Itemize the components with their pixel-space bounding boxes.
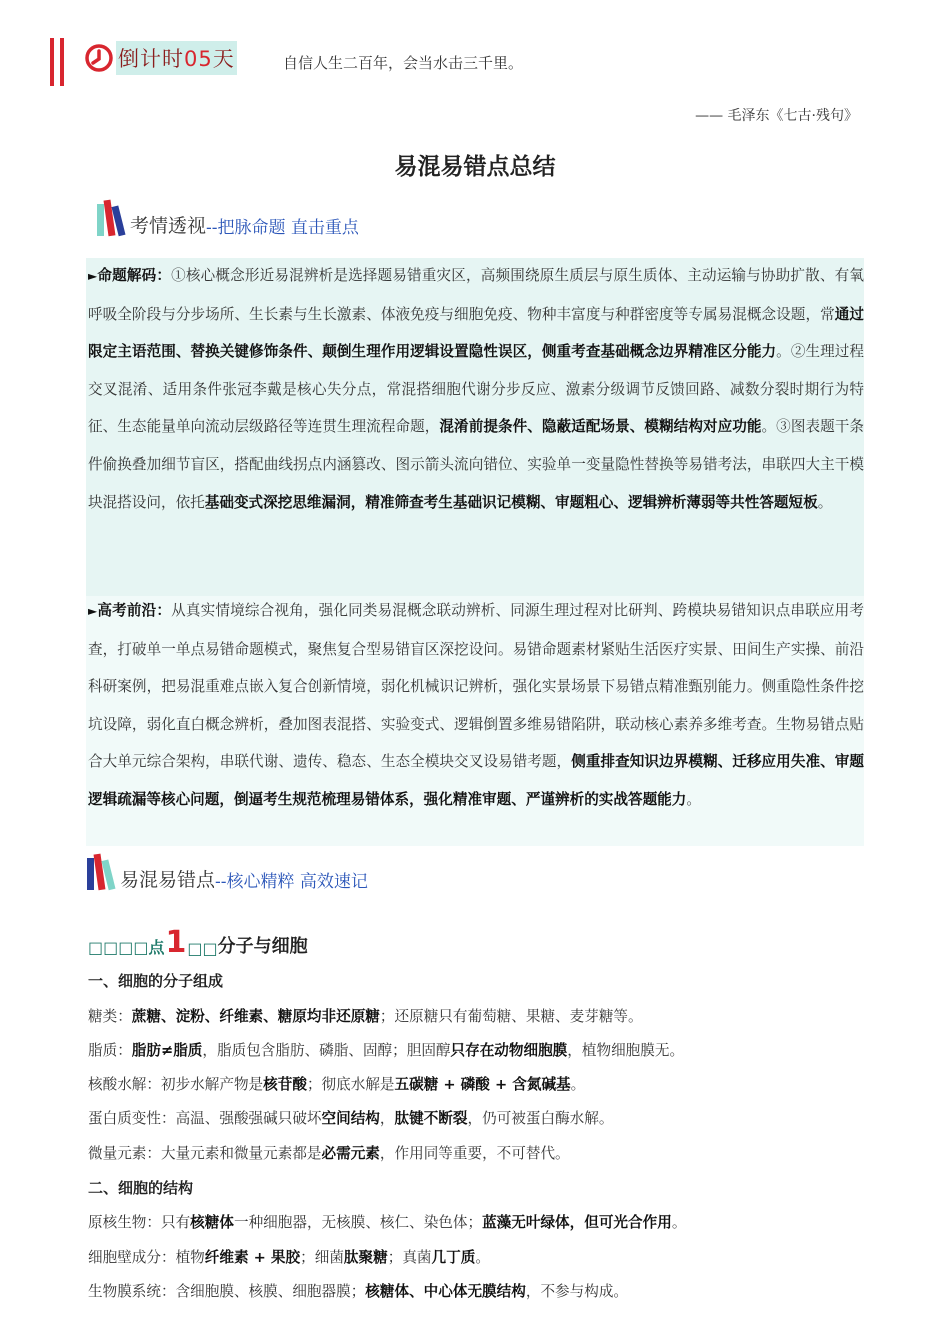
- list-item: 核酸水解：初步水解产物是核苷酸；彻底水解是五碳糖 + 磷酸 + 含氮碱基。: [88, 1076, 586, 1093]
- kp-prefix: □□□□点: [88, 938, 165, 957]
- section-title: 考情透视: [130, 215, 207, 237]
- countdown-badge: [84, 40, 237, 76]
- subheading-structure: 二、细胞的结构: [88, 1179, 194, 1197]
- books-icon: [94, 198, 130, 238]
- list-item: 微量元素：大量元素和微量元素都是必需元素，作用同等重要，不可替代。: [88, 1145, 570, 1162]
- triangle-icon: ►: [88, 269, 98, 283]
- paragraph-qianyan: ►高考前沿：从真实情境综合视角，强化同类易混概念联动辨析、同源生理过程对比研判、跨模块易错知识点串联应用考查，打破单一单点易错命题模式，聚焦复合型易错盲区深挖设问。易错命题素材紧贴生活医疗实景、田间生产实操、前沿科研案例，把易混重难点嵌入复合创新情境，弱化机械识记辨析，强化实景场景下易错点精准甄别能力。侧重隐性条件挖坑设障，弱化直白概念辨析，叠加图表混搭、实验变式、逻辑倒置多维易错陷阱，联动核心素养多维考查。生物易错点贴合大单元综合架构，串联代谢、遗传、稳态、生态全模块交叉设易错考题，侧重排查知识边界模糊、迁移应用失准、审题逻辑疏漏等核心问题，倒逼考生规范梳理易错体系，强化精准审题、严谨辨析的实战答题能力。: [88, 602, 864, 808]
- clock-icon: [84, 43, 114, 73]
- section-heading-kaoqing: [94, 198, 359, 238]
- section-subtitle: --核心精粹 高效速记: [215, 872, 368, 892]
- list-item: 脂质：脂肪≠脂质，脂质包含脂肪、磷脂、固醇；胆固醇只存在动物细胞膜，植物细胞膜无。: [88, 1042, 685, 1059]
- kp-number: 1: [165, 925, 187, 960]
- subheading-molecules: 一、细胞的分子组成: [88, 972, 224, 990]
- list-item: 生物膜系统：含细胞膜、核膜、细胞器膜；核糖体、中心体无膜结构，不参与构成。: [88, 1283, 629, 1300]
- triangle-icon: ►: [88, 604, 98, 618]
- list-item: 蛋白质变性：高温、强酸强碱只破坏空间结构，肽键不断裂，仍可被蛋白酶水解。: [88, 1110, 614, 1127]
- paragraph-label: 命题解码：: [97, 267, 172, 284]
- paragraph-mingti: ►命题解码：①核心概念形近易混辨析是选择题易错重灾区，高频围绕原生质层与原生质体、主动运输与协助扩散、有氧呼吸全阶段与分步场所、生长素与生长激素、体液免疫与细胞免疫、物种丰富度与种群密度等专属易混概念设题，常通过限定主语范围、替换关键修饰条件、颠倒生理作用逻辑设置隐性误区，侧重考查基础概念边界精准区分能力。②生理过程交叉混淆、适用条件张冠李戴是核心失分点，常混搭细胞代谢分步反应、激素分级调节反馈回路、减数分裂时期行为特征、生态能量单向流动层级路径等连贯生理流程命题，混淆前提条件、隐蔽适配场景、模糊结构对应功能。③图表题干条件偷换叠加细节盲区，搭配曲线拐点内涵篡改、图示箭头流向错位、实验单一变量隐性替换等易错考法，串联四大主干模块混搭设问，依托基础变式深挖思维漏洞，精准筛查考生基础识记模糊、审题粗心、逻辑辨析薄弱等共性答题短板。: [88, 267, 864, 511]
- section-title: 易混易错点: [120, 869, 216, 891]
- countdown-text: 倒计时05天: [116, 41, 237, 75]
- kp-title: 分子与细胞: [217, 936, 308, 957]
- kp-mid: □□: [187, 939, 218, 958]
- quote: 自信人生二百年，会当水击三千里。: [283, 54, 524, 72]
- quote-source: —— 毛泽东《七古·残句》: [695, 108, 858, 124]
- knowledge-point-heading: [88, 925, 308, 960]
- list-item: 细胞壁成分：植物纤维素 + 果胶；细菌肽聚糖；真菌几丁质。: [88, 1249, 490, 1266]
- section-subtitle: --把脉命题 直击重点: [206, 218, 359, 238]
- books-icon: [84, 852, 120, 892]
- page-title: 易混易错点总结: [394, 154, 556, 180]
- header-red-bar: [60, 38, 64, 86]
- list-item: 糖类：蔗糖、淀粉、纤维素、糖原均非还原糖；还原糖只有葡萄糖、果糖、麦芽糖等。: [88, 1008, 643, 1025]
- list-item: 原核生物：只有核糖体一种细胞器，无核膜、核仁、染色体；蓝藻无叶绿体，但可光合作用。: [88, 1214, 687, 1231]
- section-heading-yicuo: [84, 852, 368, 892]
- header-red-bar: [50, 38, 54, 86]
- countdown-number: 05: [184, 47, 213, 71]
- paragraph-label: 高考前沿：: [97, 602, 172, 619]
